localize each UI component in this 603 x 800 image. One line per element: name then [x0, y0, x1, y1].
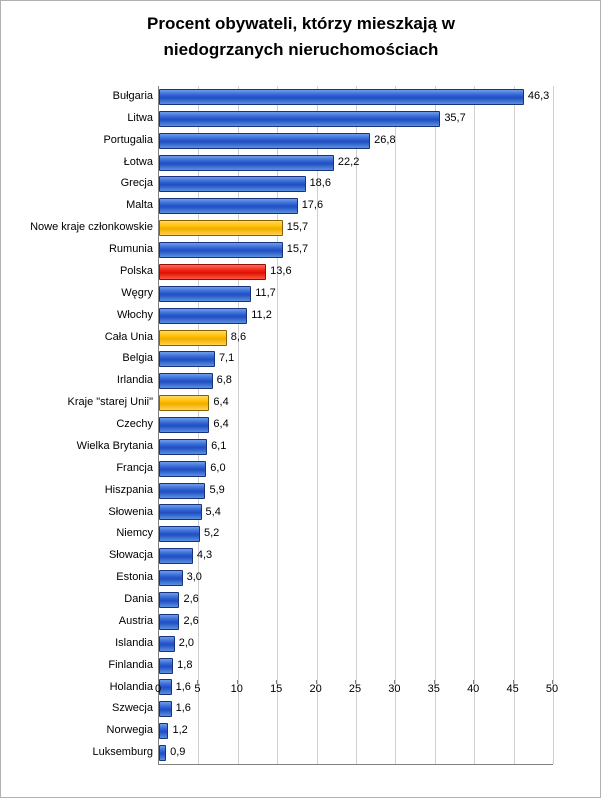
bar[interactable]	[159, 548, 193, 564]
value-label: 6,1	[211, 439, 227, 452]
bar[interactable]	[159, 636, 175, 652]
bar-row	[115, 633, 553, 655]
bar[interactable]	[159, 176, 306, 192]
bar-fill	[159, 220, 283, 236]
value-label: 22,2	[337, 155, 360, 168]
category-label: Słowacja	[108, 549, 153, 562]
bar[interactable]	[159, 592, 179, 608]
x-tick-label: 40	[467, 683, 480, 695]
value-label: 5,4	[205, 505, 221, 518]
category-label: Nowe kraje członkowskie	[30, 221, 153, 234]
category-label: Islandia	[115, 636, 153, 649]
bar-fill	[159, 373, 213, 389]
bar-fill	[159, 483, 205, 499]
bar-fill	[159, 155, 334, 171]
bar-row	[92, 742, 553, 764]
value-label: 18,6	[309, 177, 331, 190]
bar-fill	[159, 592, 179, 608]
x-tick-label: 45	[506, 683, 519, 695]
bar-fill	[159, 351, 215, 367]
bar-row	[119, 261, 553, 283]
bar-row	[122, 348, 553, 370]
bar-fill	[159, 658, 173, 674]
value-label: 6,8	[216, 374, 232, 387]
category-label: Hiszpania	[104, 483, 153, 496]
gridline	[553, 86, 554, 764]
x-tick-label: 35	[427, 683, 440, 695]
bar-row	[126, 195, 553, 217]
bar-fill	[159, 133, 370, 149]
bar[interactable]	[159, 155, 334, 171]
value-label: 6,0	[210, 461, 226, 474]
bar-row	[76, 436, 553, 458]
category-label: Austria	[118, 614, 153, 627]
value-label: 0,9	[170, 746, 186, 759]
value-label: 7,1	[218, 352, 235, 365]
category-label: Czechy	[116, 418, 153, 431]
category-label: Polska	[119, 264, 153, 277]
bar-fill	[159, 264, 266, 280]
bar[interactable]	[159, 439, 207, 455]
bar-row	[118, 611, 553, 633]
value-label: 8,6	[230, 330, 247, 343]
bar[interactable]	[159, 483, 205, 499]
bar-fill	[159, 439, 207, 455]
bar[interactable]	[159, 286, 251, 302]
category-label: Kraje "starej Unii"	[67, 396, 153, 409]
category-label: Malta	[126, 199, 153, 212]
value-label: 1,8	[177, 658, 193, 671]
value-label: 2,0	[178, 636, 195, 649]
x-tick-label: 25	[348, 683, 362, 695]
bar-fill	[159, 198, 298, 214]
value-label: 2,6	[183, 614, 199, 627]
bar-row	[112, 698, 553, 720]
bar[interactable]	[159, 308, 247, 324]
bar-fill	[159, 286, 251, 302]
chart-title	[41, 11, 561, 63]
bar-fill	[159, 614, 179, 630]
category-label: Holandia	[109, 680, 153, 693]
category-label: Litwa	[127, 111, 153, 124]
bar-row	[108, 545, 553, 567]
bar-fill	[159, 308, 247, 324]
value-label: 17,6	[301, 199, 324, 212]
bar[interactable]	[159, 504, 202, 520]
bar[interactable]	[159, 614, 179, 630]
value-label: 11,7	[255, 286, 276, 299]
x-tick-label: 30	[388, 683, 401, 695]
bar-row	[103, 130, 553, 152]
category-label: Estonia	[116, 571, 153, 584]
value-label: 1,6	[175, 680, 191, 693]
bar-row	[116, 414, 553, 436]
bar-row	[124, 589, 553, 611]
value-label: 15,7	[286, 221, 309, 234]
bar-row	[108, 502, 553, 524]
chart-title-line-2: niedogrzanych nieruchomościach	[163, 40, 439, 59]
bar-rows	[30, 86, 553, 764]
x-tick-label: 50	[545, 683, 559, 695]
value-label: 6,4	[213, 418, 229, 431]
bar-row	[116, 458, 553, 480]
category-label: Irlandia	[116, 374, 153, 387]
bar[interactable]	[159, 330, 227, 346]
value-label: 4,3	[196, 549, 213, 562]
bar-fill	[159, 504, 202, 520]
category-label: Rumunia	[108, 243, 153, 256]
bar[interactable]	[159, 461, 206, 477]
category-label: Włochy	[116, 308, 153, 321]
bar[interactable]	[159, 570, 183, 586]
bar[interactable]	[159, 242, 283, 258]
bar-fill	[159, 461, 206, 477]
bar-row	[123, 152, 553, 174]
bar-fill	[159, 395, 209, 411]
bar-row	[106, 720, 553, 742]
bar[interactable]	[159, 745, 166, 761]
bar-row	[121, 283, 553, 305]
bar[interactable]	[159, 264, 266, 280]
bar[interactable]	[159, 351, 215, 367]
category-label: Łotwa	[123, 155, 153, 168]
bar-row	[116, 370, 553, 392]
bar-row	[120, 173, 553, 195]
bar[interactable]	[159, 89, 524, 105]
category-label: Szwecja	[112, 702, 153, 715]
value-label: 46,3	[527, 90, 550, 102]
bar-row	[108, 239, 553, 261]
category-label: Luksemburg	[92, 746, 153, 759]
bar-fill	[159, 570, 183, 586]
bar-fill	[159, 89, 524, 105]
bar-fill	[159, 723, 168, 739]
category-label: Słowenia	[108, 505, 153, 518]
bar-row	[104, 327, 553, 349]
bar-row	[104, 480, 553, 502]
bar-row	[127, 108, 553, 130]
value-label: 35,7	[444, 111, 466, 124]
value-label: 26,8	[374, 133, 396, 146]
bar-fill	[159, 417, 209, 433]
category-label: Dania	[124, 593, 153, 606]
bar[interactable]	[159, 395, 209, 411]
value-label: 6,4	[213, 396, 229, 409]
x-tick-label: 10	[230, 683, 243, 695]
category-label: Finlandia	[108, 658, 153, 671]
bar[interactable]	[159, 373, 213, 389]
bar-fill	[159, 526, 200, 542]
bar-row	[116, 523, 553, 545]
bar-fill	[159, 242, 283, 258]
category-label: Wielka Brytania	[76, 439, 153, 452]
bar-row	[108, 655, 553, 677]
category-label: Bułgaria	[112, 90, 153, 102]
x-tick-label: 5	[194, 683, 201, 695]
bar-row	[116, 567, 553, 589]
bar[interactable]	[159, 526, 200, 542]
bar-fill	[159, 330, 227, 346]
bar[interactable]	[159, 658, 173, 674]
value-label: 1,6	[175, 702, 191, 715]
bar-fill	[159, 176, 306, 192]
chart-title-line-1: Procent obywateli, którzy mieszkają w	[146, 14, 455, 33]
bar-fill	[159, 701, 172, 717]
value-label: 5,9	[209, 483, 225, 496]
value-label: 13,6	[270, 264, 292, 277]
category-label: Grecja	[120, 177, 153, 190]
bar[interactable]	[159, 701, 172, 717]
category-label: Węgry	[121, 286, 153, 299]
category-label: Cała Unia	[104, 330, 153, 343]
bar-row	[67, 392, 553, 414]
value-label: 2,6	[183, 593, 199, 606]
value-label: 11,2	[251, 308, 272, 321]
bar[interactable]	[159, 133, 370, 149]
x-tick-label: 0	[154, 683, 162, 695]
x-tick-label: 20	[309, 683, 322, 695]
bar[interactable]	[159, 111, 440, 127]
bar-row	[116, 305, 553, 327]
bar-fill	[159, 548, 193, 564]
category-label: Portugalia	[103, 133, 153, 146]
bar-fill	[159, 745, 166, 761]
value-label: 5,2	[203, 527, 220, 540]
bar-fill	[159, 636, 175, 652]
bar-row	[112, 86, 553, 108]
bar[interactable]	[159, 417, 209, 433]
value-label: 15,7	[286, 243, 309, 256]
bar[interactable]	[159, 220, 283, 236]
category-label: Belgia	[122, 352, 153, 365]
bar[interactable]	[159, 198, 298, 214]
value-label: 1,2	[172, 724, 188, 737]
category-label: Norwegia	[106, 724, 153, 737]
bar[interactable]	[159, 723, 168, 739]
category-label: Francja	[116, 461, 153, 474]
category-label: Niemcy	[116, 527, 153, 540]
value-label: 3,0	[186, 571, 202, 584]
plot-area	[30, 86, 553, 765]
bar-fill	[159, 111, 440, 127]
bar-row	[30, 217, 553, 239]
x-tick-label: 15	[270, 683, 283, 695]
